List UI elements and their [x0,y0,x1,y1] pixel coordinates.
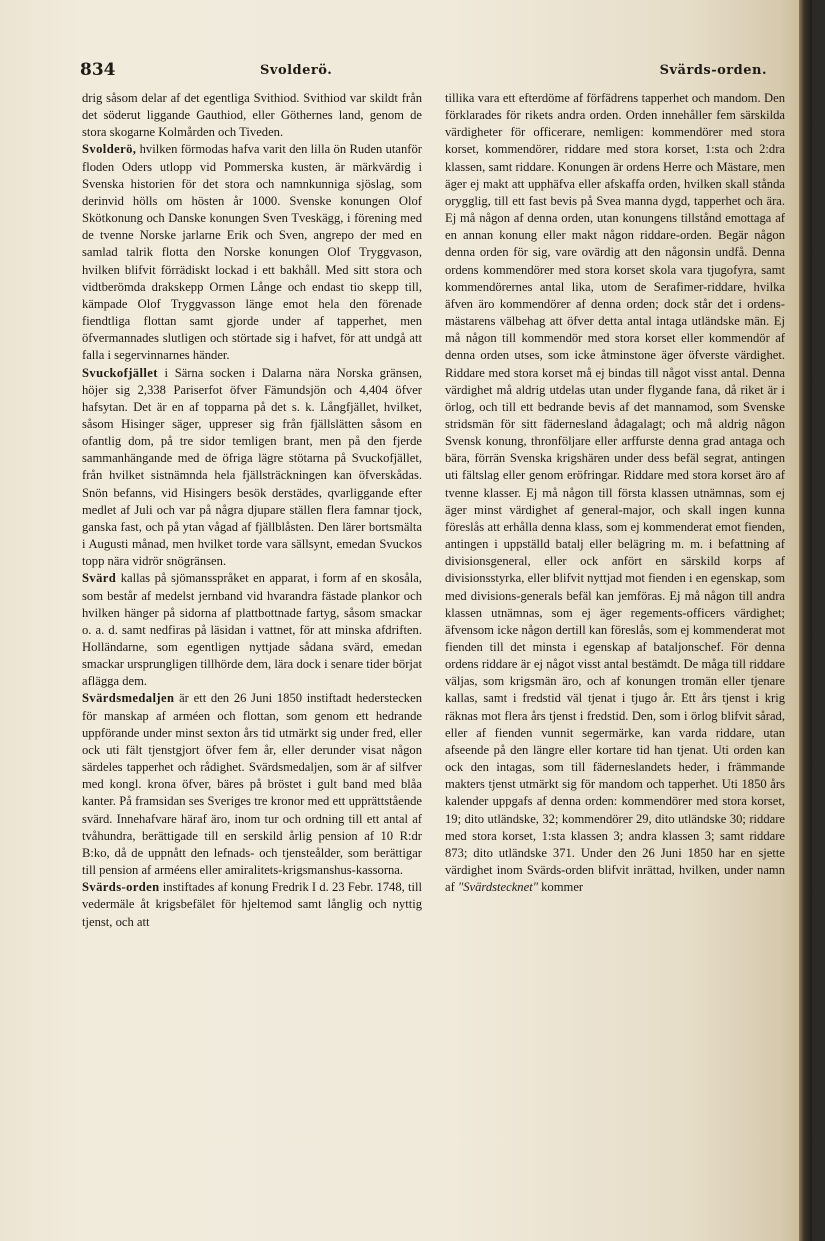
entry-svardsmedaljen [82,690,422,879]
entry-svoldero [82,141,422,364]
headword: Svärd [82,571,117,586]
entry-text: instiftades af konung Fredrik I d. 23 Febr. 1748, till vedermäle åt krigsbefälet för hjeltemod samt långlig och nyttig tjenst, och att [82,880,422,929]
entry-text: tillika vara ett efterdöme af förfädrens tapperhet och mandom. Den förklarades för rikets andra orden. Orden innehåller fem särskilda värdigheter för officerare, nemligen: kommendörer med stora korset, kommendörer, riddare med stora korset, 1:sta och 2:dra klassen, samt riddare. Konungen är ordens Herre och Mästare, men äger ej makt att upphäfva eller afskaffa orden, hvilken skall stånda orygglig, till ett fast bevis på Svea manna dygd, tapperhet och ära. Ej må någon af denna orden, utan konungens tillstånd emottaga af en annan konung eller makt någon riddare-orden. Begär någon denna orden för sig, vare ovärdig att den någonsin undfå. Denna ordens kommendörer med stora korset skola vara tjugofyra, samt kommendörernes antal lika, utom de Serafimer-riddare, hvilka äfven äro kommendörer af denna orden; dock står det i ordens-mästarens välbehag att öfver detta antal intaga utländske män. Ej må någon till kommendör med stora korset eller kommendör af denna orden utses, som icke åtminstone äger öfverste värdighet. Riddare med stora korset må ej bindas till något visst antal. Denna värdighet må aldrig utdelas utan under flygande fana, då riket är i örlog, och till ett bedrande bevis af det mannamod, som Svenske stridsmän för sitt fädernesland ådagalagt; och må aldrig någon Svensk konung, thronföljare eller arffurste denna grad antaga och bära, förrän Svenska krigshären under dess befäl segrat, antingen uti fältslag eller genom eröfringar. Riddare med stora korset äro af tvenne klasser. Ej må någon till första klassen utnämnas, som ej äger minst värdighet af general-major, och skall ingen kunna föreslås att erhålla denna klass, som ej kommenderat emot fienden, antingen i uppställd batalj eller belägring m. m. i befattning af divisionsgeneral, eller ock anfört en särskild korps af divisionsstyrka, eller blifvit nyttjad mot fienden i en egenskap, som med divisions-generals befäl kan jemföras. Ej må någon till andra klassen utnämnas, som ej äger regements-officers värdighet; äfvensom icke någon dertill kan föreslås, som ej kommenderat mot fienden till det minsta i egenskap af bataljonschef. För denna ordens riddare är ej något visst antal bestämdt. De måga till riddare väljas, som krigsmän äro, och af konungen tromän eller tjenare kallas, samt i fredstid väl tjenat i tjugo år. Ett års tjenst i krig räknas mot flera års tjenst i fredstid. Den, som i örlog blifvit sårad, eller af fienden vunnit segermärke, kan varda riddare, utan afseende på den längre eller kortare tid han tjenat. Uti orden kan ock den intagas, som till fäderneslandets heder, i främmande makters tjenst utmärkt sig för mandom och tapperhet. Uti 1850 års kalender uppgafs af denna orden: kommendörer med stora korset, 19; dito utländske, 32; kommendörer 29, dito utländske 30; riddare med stora korset, 1:sta klassen 3; andra klassen 3; samt riddare 873; dito utländske 371. Under den 26 Juni 1850 har en sjette värdighet inom Svärds-orden blifvit inrättad, hvilken, under namn af [445,91,785,895]
left-running-head: Svolderö. [260,63,333,78]
right-column [445,90,785,896]
entry-text: hvilken förmodas hafva varit den lilla ön Ruden utanför floden Oders utlopp vid Pommerska kusten, är märkvärdig i Svenska historien för det stora och namnkunniga sjöslag, som derinvid hölls om hösten år 1000. Svenske konungen Olof Skötkonung och Danske konungen Sven Tveskägg, i förening med de tvenne Norske jarlarne Erik och Sven, angrepo der med en samlad talrik flotta den Norske konungen Olof Tryggvason, hvilken blifvit förrädiskt lockad i ett bakhåll. Med sitt stora och vidtberömda drakskepp Ormen Långe och endast tio skepp till, kämpade Olof Tryggvasson länge emot hela den förenade fiendtliga flottan samt gjorde under af tapperhet, men öfvermannades slutligen och störtade sig i hafvet, för att undgå att falla i segervinnarnes händer. [82,142,422,363]
entry-text-tail: kommer [537,880,584,895]
right-running-head: Svärds-orden. [659,63,767,78]
entry-text: i Särna socken i Dalarna nära Norska gränsen, höjer sig 2,338 Pariserfot öfver Fämundsjön och 4,404 öfver hafsytan. Det är en af topparna på det s. k. Långfjället, hvilket, såsom Hisinger säger, uppreser sig från fjällslätten såsom en ofantlig dom, på tre sidor temligen brant, men på den fjerde sammanhängande med de öfriga lägre stötarna på Svuckofjället, från hvilket sistnämnda hela fjällsträckningen kan öfverskådas. Snön befanns, vid Hisingers besök derstädes, qvarliggande efter medlet af Juli och var på några djupare ställen flera famnar tjock, ganska fast, och på ytan vågad af fjällblåsten. Den lärer bortsmälta i Augusti månad, men hvilket torde vara sällsynt, emedan Svuckos topp nära vidrör snögränsen. [82,365,422,569]
headword: Svolderö, [82,142,137,157]
continuation-paragraph [445,90,785,896]
headword: Svärds-orden [82,880,160,895]
page-header [80,60,775,86]
page-number: 834 [80,60,116,80]
headword: Svärdsmedaljen [82,691,175,706]
left-column [82,90,422,931]
italic-term: "Svärdstecknet" [457,880,538,895]
entry-svard [82,570,422,690]
entry-text: kallas på sjömansspråket en apparat, i form af en skosåla, som består af medelst jernband vid hvarandra fästade plankor och hvilken hänger på sidorna af plattbottnade fartyg, såsom smackar o. a. d. samt nedfiras på läsidan i vattnet, för att minska afdriften. Holländarne, som egentligen nyttjade sådana svärd, emedan smackar ursprungligen tillhörde dem, lära dock i senare tider börjat aflägga dem. [82,571,422,689]
page-edge-shadow [799,0,812,1241]
entry-text: är ett den 26 Juni 1850 instiftadt hederstecken för manskap af arméen och flottan, som genom ett hedrande uppförande under minst sexton års tid utmärkt sig under fred, eller ock uti fält tjenstgjort öfver fem år, eller derunder visat någon särdeles tapperhet och rådighet. Svärdsmedaljen, som är af silfver med kongl. krona öfver, bäres på bröstet i gult band med blåa kanter. På framsidan ses Sveriges tre kronor med ett upprättstående svärd. Innehafvare häraf äro, inom tur och ordning till ett antal af tvåhundra, berättigade till en serskild årlig pension af 10 R:dr B:ko, då de uppnått den lefnads- och tjensteålder, som berättigar till pension af arméens eller amiralitets-krigsmanshus-kassorna. [82,691,422,878]
entry-svuckofjallet [82,365,422,571]
entry-svards-orden [82,879,422,930]
headword: Svuckofjället [82,365,158,380]
continuation-paragraph: drig såsom delar af det egentliga Svithiod. Svithiod var skildt från det söderut liggande Gauthiod, eller Göthernes land, genom de stora skogarne Kolmården och Tiveden. [82,91,422,140]
